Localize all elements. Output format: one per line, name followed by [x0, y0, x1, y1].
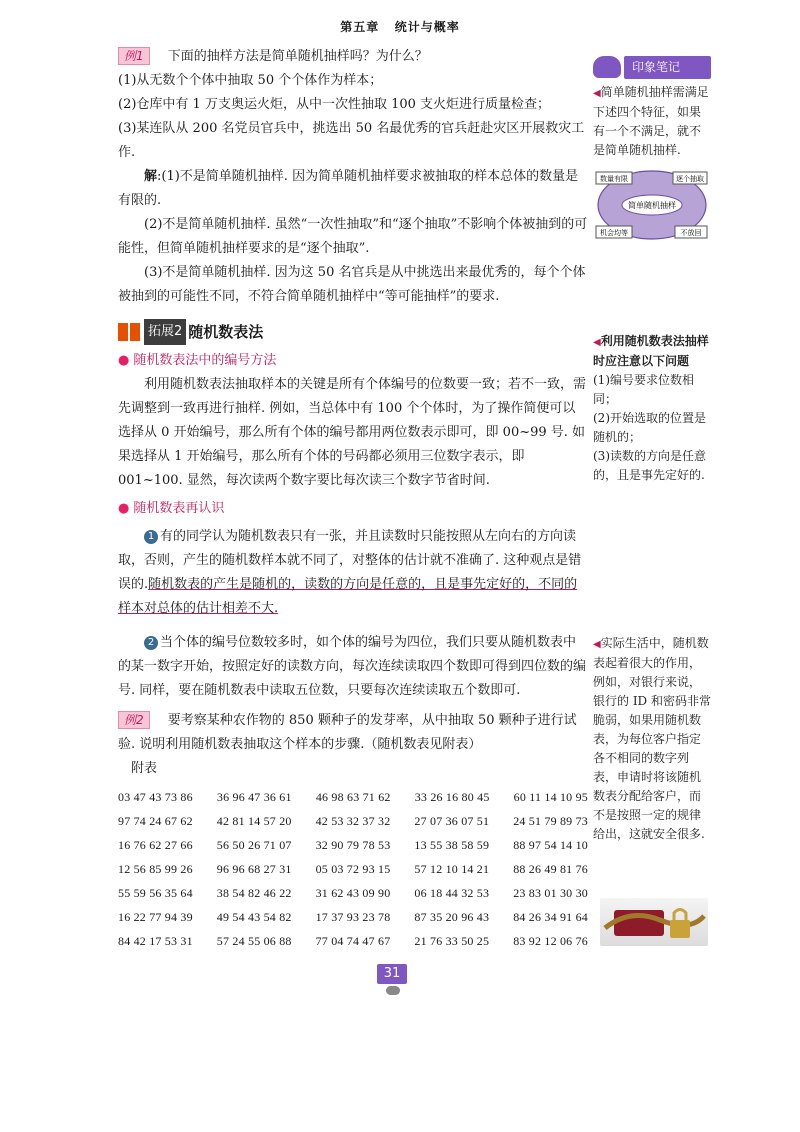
example1-solution-2: (2)不是简单随机抽样. 虽然“一次性抽取”和“逐个抽取”不影响个体被抽到的可能性，但简单随机抽样要求的是“逐个抽取”. — [118, 217, 588, 256]
point-2 — [118, 631, 588, 703]
elephant-icon — [593, 56, 621, 78]
chapter-label: 第五章 — [340, 20, 380, 34]
diagram-label-tr: 逐个抽取 — [676, 175, 704, 183]
example1-question: 下面的抽样方法是简单随机抽样吗？为什么？ — [167, 49, 428, 64]
table-row — [118, 833, 588, 857]
table-cell: 05 03 72 93 15 — [315, 862, 391, 876]
example1-item-3: (3)某连队从 200 名党员官兵中，挑选出 50 名最优秀的官兵赶赴灾区开展救灾工作. — [118, 121, 585, 160]
example1-tag: 例1 — [118, 47, 150, 65]
table-cell: 21 76 33 50 25 — [414, 934, 490, 948]
note-1-text — [593, 83, 711, 160]
table-cell: 84 42 17 53 31 — [118, 934, 193, 948]
note-2-item: (3)读数的方向是任意的，且是事先定好的. — [593, 449, 706, 482]
table-cell: 06 18 44 32 53 — [414, 886, 490, 900]
point-2-text: 当个体的编号位数较多时，如个体的编号为四位，我们只要从随机数表中的某一数字开始，按照定好的读数方向，每次连续读取四个数即可得到四位数的编号. 同样，要在随机数表中读取五位数，只要每次连续读取五个数即可. — [118, 635, 587, 698]
arrow-left-icon: ◀ — [593, 337, 601, 348]
number-1-icon: 1 — [144, 530, 158, 544]
table-cell: 96 96 68 27 31 — [216, 862, 292, 876]
table-cell: 77 04 74 47 67 — [315, 934, 391, 948]
diagram-center-label: 简单随机抽样 — [628, 201, 676, 210]
sidebar-note-1 — [593, 55, 711, 250]
features-diagram — [593, 166, 711, 244]
note-3-body: 实际生活中，随机数表起着很大的作用，例如，对银行来说，银行的 ID 和密码非常脆弱，如果用随机数表，为每位客户指定各不相同的数字列表，申请时将该随机数表分配给客户，而不是按照一定的规律给出，这就安全很多. — [593, 636, 711, 841]
lock-chain-image — [600, 898, 708, 946]
sidebar-note-3 — [593, 634, 711, 844]
note-title: 印象笔记 — [624, 56, 711, 79]
random-number-table — [118, 785, 588, 953]
table-cell: 16 76 62 27 66 — [118, 838, 193, 852]
note-2-title-text: 利用随机数表法抽样时应注意以下问题 — [593, 334, 709, 368]
note-header — [593, 55, 711, 79]
note-2-item: (1)编号要求位数相同； — [593, 373, 694, 406]
main-column — [118, 45, 588, 953]
section-title: 随机数表法 — [188, 323, 264, 341]
mouse-icon — [386, 986, 400, 995]
point-1-text: 有的同学认为随机数表只有一张，并且读数时只能按照从左向右的方向读取，否则，产生的随机数样本就不同了，对整体的估计就不准确了. 这种观点是错误的. — [118, 529, 582, 592]
diagram-label-bl: 机会均等 — [600, 229, 628, 237]
subsection-numbering — [118, 349, 588, 373]
table-cell: 16 22 77 94 39 — [118, 910, 193, 924]
table-cell: 27 07 36 07 51 — [414, 814, 490, 828]
table-cell: 88 26 49 81 76 — [513, 862, 588, 876]
table-cell: 57 24 55 06 88 — [216, 934, 292, 948]
table-cell: 42 53 32 37 32 — [315, 814, 391, 828]
numbering-paragraph: 利用随机数表法抽取样本的关键是所有个体编号的位数要一致；若不一致，需先调整到一致再进行抽样. 例如，当总体中有 100 个个体时，为了操作简便可以选择从 0 开始编号，那么所有个体的编号都用两位数表示即可，即 00~99 号. 如果选择从 1 开始编号，那么所有个体的号码都必须用三位数字表示，即 001~100. 显然，每次读两个数字要比每次读三个数字节省时间. — [118, 377, 587, 488]
table-cell: 56 50 26 71 07 — [216, 838, 292, 852]
example2-question: 要考察某种农作物的 850 颗种子的发芽率，从中抽取 50 颗种子进行试验. 说明利用随机数表抽取这个样本的步骤.（随机数表见附表） — [118, 713, 577, 752]
example1-solution-3: (3)不是简单随机抽样. 因为这 50 名官兵是从中挑选出来最优秀的，每个个体被抽到的可能性不同，不符合简单随机抽样中“等可能抽样”的要求. — [118, 265, 586, 304]
lock-shackle — [674, 910, 686, 921]
sidebar-note-2 — [593, 332, 711, 485]
padlock-icon — [600, 898, 708, 946]
table-cell: 46 98 63 71 62 — [315, 790, 391, 804]
lock-body — [670, 920, 690, 938]
table-cell: 84 26 34 91 64 — [513, 910, 588, 924]
table-row — [118, 857, 588, 881]
number-2-icon: 2 — [144, 636, 158, 650]
table-cell: 60 11 14 10 95 — [513, 790, 588, 804]
example1-question-line — [118, 45, 588, 69]
table-row — [118, 905, 588, 929]
note-2-title — [593, 332, 711, 371]
table-row — [118, 785, 588, 809]
table-cell: 38 54 82 46 22 — [216, 886, 292, 900]
diagram-label-br: 不放回 — [680, 229, 702, 237]
table-cell: 32 90 79 78 53 — [315, 838, 391, 852]
table-cell: 24 51 79 89 73 — [513, 814, 588, 828]
table-row — [118, 881, 588, 905]
arrow-left-icon: ◀ — [593, 639, 601, 650]
table-cell: 36 96 47 36 61 — [216, 790, 292, 804]
table-cell: 83 92 12 06 76 — [513, 934, 588, 948]
table-row — [118, 809, 588, 833]
solution-1-text: :(1)不是简单随机抽样. 因为简单随机抽样要求被抽取的样本总体的数量是有限的. — [118, 169, 579, 208]
example1-solution-1 — [118, 165, 588, 213]
table-cell: 33 26 16 80 45 — [414, 790, 490, 804]
table-cell: 13 55 38 58 59 — [414, 838, 490, 852]
subsection-recognize-title: 随机数表再认识 — [133, 501, 225, 516]
table-cell: 03 47 43 73 86 — [118, 790, 193, 804]
arrow-left-icon: ◀ — [593, 88, 601, 99]
running-header — [0, 18, 800, 35]
table-cell: 12 56 85 99 26 — [118, 862, 193, 876]
bullet-icon: ● — [118, 501, 130, 516]
table-cell: 87 35 20 96 43 — [414, 910, 490, 924]
subsection-numbering-title: 随机数表法中的编号方法 — [133, 353, 277, 368]
diagram-label-tl: 数量有限 — [600, 175, 628, 183]
table-cell: 55 59 56 35 64 — [118, 886, 193, 900]
subsection-recognize — [118, 497, 588, 521]
example2-question-line — [118, 709, 588, 757]
table-cell: 23 83 01 30 30 — [513, 886, 588, 900]
table-cell: 49 54 43 54 82 — [216, 910, 292, 924]
chapter-title: 统计与概率 — [394, 20, 460, 34]
table-cell: 42 81 14 57 20 — [216, 814, 292, 828]
bullet-icon: ● — [118, 353, 130, 368]
table-cell: 97 74 24 67 62 — [118, 814, 193, 828]
table-cell: 31 62 43 09 90 — [315, 886, 391, 900]
example2-tag: 例2 — [118, 711, 150, 729]
table-cell: 17 37 93 23 78 — [315, 910, 391, 924]
example1-item-1: (1)从无数个个体中抽取 50 个个体作为样本； — [118, 73, 383, 88]
section-header — [118, 319, 588, 345]
table-cell: 88 97 54 14 10 — [513, 838, 588, 852]
table-title: 附表 — [131, 761, 158, 776]
note-3-text — [593, 634, 711, 844]
example1-item-2: (2)仓库中有 1 万支奥运火炬，从中一次性抽取 100 支火炬进行质量检查； — [118, 97, 551, 112]
solution-label: 解 — [144, 169, 158, 184]
book-icon — [118, 323, 140, 341]
section-label: 拓展2 — [144, 319, 186, 345]
table-cell: 57 12 10 14 21 — [414, 862, 490, 876]
note-2-item: (2)开始选取的位置是随机的； — [593, 411, 706, 444]
point-1 — [118, 525, 588, 621]
note-1-body: 简单随机抽样需满足下述四个特征，如果有一个不满足，就不是简单随机抽样. — [593, 85, 709, 157]
table-row — [118, 929, 588, 953]
page-number: 31 — [377, 964, 407, 984]
point-1-underlined: 随机数表的产生是随机的，读数的方向是任意的，且是事先定好的，不同的样本对总体的估计相差不大. — [118, 577, 578, 616]
